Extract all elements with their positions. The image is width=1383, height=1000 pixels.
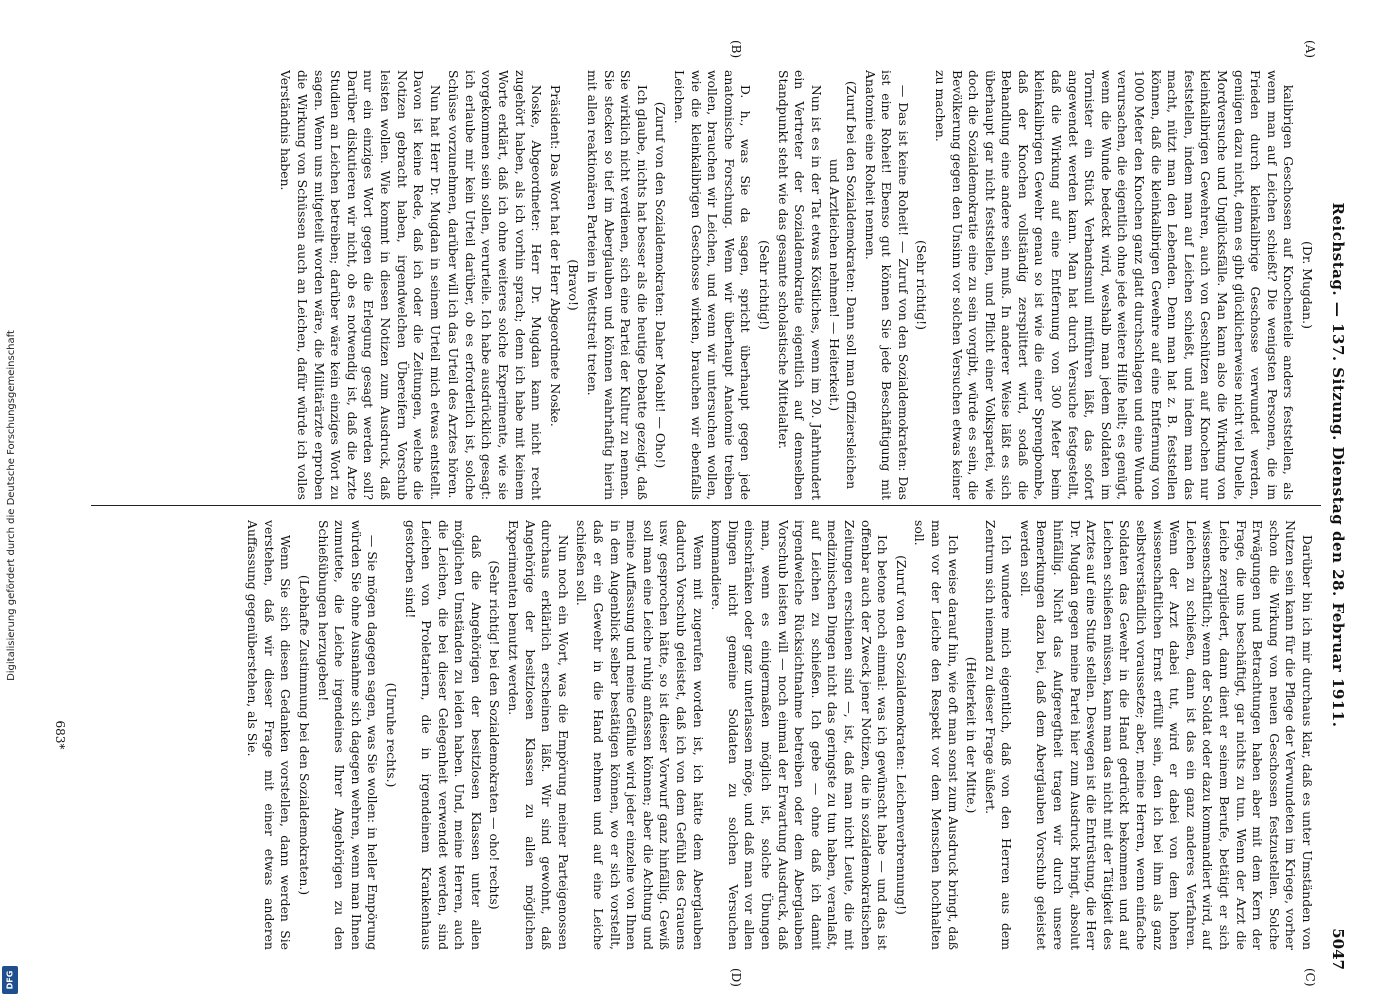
paragraph: Ich weise darauf hin, wie oft man sonst zum Ausdruck bringt, daß man vor der Leiche den Respekt vor dem Menschen hochhalten soll. [912, 520, 961, 950]
paragraph: Darüber bin ich mir durchaus klar, daß es unter Umständen von Nutzen sein kann für die Pflege der Verwundeten im Kriege, vorher schon die Wirkung von neuen Geschossen festzustellen. Solche Erwägungen und Betrachtungen haben aber mit dem Kern der Frage, die uns beschäftigt, gar nichts zu tun. Wenn der Arzt die Leiche zergliedert, dann dient er seinem Berufe, betätigt er sich wissenschaftlich; wenn der Soldat oder dazu kommandiert wird, auf Leichen zu schießen, dann ist das ein ganz anderes Verfahren. Wenn der Arzt dabei tut, wird er dabei von dem hohen wissenschaftlichen Ernst erfüllt sein, den ich bei ihm als ganz selbstverständlich voraussetze; aber, meine Herren, wenn einfache Soldaten das Gewehr in die Hand gedrückt bekommen und auf Leichen schießen müssen, kann man das nicht mit der Tätigkeit des Arztes auf eine Stufe stellen. Deswegen ist die Entrüstung, die Herr Dr. Mugdan gegen meine Partei hier zum Ausdruck bringt, absolut hinfällig. Nicht das Aufgeregtheit tragen wir durch unsere Bemerkungen dazu bei, daß dem Aberglauben Vorschub geleistet werden soll. [1017, 520, 1315, 950]
interjection: (Sehr richtig!) [757, 240, 772, 330]
page-number: 5047 [1329, 928, 1347, 970]
paragraph: Nun ist es in der Tat etwas Köstliches, wenn im 20. Jahrhundert ein Vertreter der Sozialdemokratie eigentlich auf demselben Standpunkt steht wie das gesamte scholastische Mittelalter. [775, 70, 824, 500]
paragraph: kalibrigen Geschossen auf Knochenteile anders feststellen, als wenn man auf Leichen schießt? Die wenigsten Personen, die im Frieden durch kleinkalibrige Geschosse verwundet werden, geniigen dazu nicht, denn es gibt glücklicherweise nicht viel Duelle, Mordversuche und Unglücksfälle. Man kann also die Wirkung von kleinkalibrigen Gewehren, auch von Geschützen auf Knochen nur feststellen, indem man auf Leichen schießt, und indem man das macht, nützt man den Lebenden. Denn man hat z. B. feststellen können, daß die kleinkalibrigen Gewehre auf eine Entfernung von 1000 Meter den Knochen ganz glatt durchschlagen und eine Wunde verursachen, die eigentlich ohne jede weitere Hilfe heilt; es genügt, wenn die Wunde bedeckt wird, weshalb man jedem Soldaten im Tornister ein Stück Verbandsmull mitführen läßt, das sofort angewendet werden kann. Man hat durch Versuche festgestellt, daß die Wirkung auf eine Entfernung von 300 Meter beim kleinkalibrigen Gewehr genau so ist wie die einer Sprengbombe, daß der Knochen vollständig zersplittert wird, sodaß die Behandlung eine andere sein muß. In anderer Weise läßt es sich überhaupt gar nicht feststellen, und Pflicht einer Volkspartei, wie doch die Sozialdemokratie eine zu sein vorgibt, würde es sein, die Bevölkerung gegen den Unsinn vor solchen Versuchen etwas keiner zu machen. [932, 70, 1297, 500]
interjection: (Sehr richtig! bei den Sozialdemokraten — oho! rechts) [487, 560, 503, 910]
speaker-tag: (Dr. Mugdan.) [1300, 241, 1315, 329]
interjection: (Zuruf bei den Sozialdemokraten: Dann soll man Offiziersleichen und Arztleichen nehmen! — Heiterkeit.) [827, 80, 859, 490]
digitization-credit [0, 0, 22, 1000]
paragraph: Nun hat Herr Dr. Mugdan in seinem Urteil mich etwas entstellt. Davon ist keine Rede, daß ich oder die Zeitungen, welche die Notizen gebracht haben, irgendwelchen Übereifern Vorschub leisten wollen. Wie kommt in diesen Notizen zum Ausdruck, daß nur ein einziges Wort gegen die Erlegung gesagt werden soll? Darüber diskutieren wir nicht, ob es notwendig ist, daß die Arzte Studien an Leichen betreiben; darüber wäre kein einziges Wort zu sagen. Wenn uns mitgeteilt worden wäre, die Militärärzte erproben die Wirkung von Schüssen auch an Leichen, dafür würde ich volles Verständnis haben. [278, 70, 443, 500]
paragraph-president: Präsident: Das Wort hat der Herr Abgeordnete Noske. [547, 84, 563, 427]
page-content [22, 0, 1383, 1000]
interjection: (Heiterkeit in der Mitte.) [964, 656, 980, 814]
interjection: (Zuruf von den Sozialdemokraten: Daher Moabit! — Oho!) [653, 101, 669, 469]
paragraph: Wenn Sie sich diesen Gedanken vorstellen, dann werden Sie verstehen, daß wir dieser Frage mit einer etwas anderen Auffassung gegenüberstehen, als Sie. [245, 520, 294, 950]
margin-marker-d: (D) [729, 968, 743, 987]
sheet-signature: 683* [53, 720, 67, 750]
interjection: (Sehr richtig!) [914, 240, 930, 330]
page-header [1321, 30, 1347, 970]
paragraph: Ich betone noch einmal: was ich gewünscht habe — und das ist offenbar auch der Zweck jener Notizen, die in sozialdemokratischen Zeitungen erschienen sind —, ist, daß man nicht Leute, die mit medizinischen Dingen nicht das geringste zu tun haben, veranlaßt, auf Leichen zu schießen. Ich gebe — ohne daß ich damit irgendwelche Rücksichtnahme betreiben oder dem Aberglauben Vorschub leisten will — noch einmal der Erwartung Ausdruck, daß man, wenn es einigermaßen möglich ist, solche Übungen einschränken oder ganz unterlassen möge, und daß man vor allen Dingen nicht gemeine Soldaten zu solchen Versuchen kommandiere. [709, 520, 891, 950]
scanned-page [22, 0, 1383, 1000]
margin-marker-b: (B) [729, 40, 743, 59]
paragraph: Nun noch ein Wort, was die Empörung meiner Parteigenossen durchaus erklärlich erscheinen läßt. Wir sind gewohnt, daß Angehörige der besitzlosen Klassen zu allen möglichen Experimenten benutzt werden. [506, 520, 571, 950]
margin-marker-a: (A) [1303, 40, 1317, 59]
paragraph: daß die Angehörigen der besitzlosen Klassen unter allen möglichen Umständen zu leiden haben. Und, meine Herren, auch die Leichen, die bei dieser Gelegenheit verwendet werden, sind Leichen von Proletariern, die in irgendeinem Krankenhaus gestorben sind! [402, 520, 484, 950]
paragraph: Wenn mit zugerufen worden ist, ich hätte dem Aberglauben dadurch Vorschub geleistet, daß ich von dem Gefühl des Grauens usw. gesprochen hätte, so ist dieser Vorwurf ganz hinfällig. Gewiß soll man eine Leiche ruhig anfassen können; aber die Achtung und meine Auffassung und meine Gefühle wird jeder einzelne von Ihnen in dem Augenblick selber bestätigen können, wo er sich vorstellt, daß er ein Gewehr in die Hand nehmen und auf eine Leiche schießen soll. [574, 520, 706, 950]
interjection: (Bravo!) [566, 259, 582, 311]
paragraph: — Sie mögen dagegen sagen, was Sie wollen: in heller Empörung würden Sie ohne Ausnahme sich dagegen wehren, wenn man Ihnen zumutete, die Leiche irgendeines Ihrer Angehörigen zu den Schießübungen herzugeben! [315, 520, 381, 950]
interjection: (Zuruf von den Sozialdemokraten: Leichenverbrennung!) [893, 555, 909, 915]
header-title: Reichstag. — 137. Sitzung. Dienstag den 28. Februar 1911. [1329, 202, 1347, 728]
interjection: (Lebhafte Zustimmung bei den Sozialdemokraten.) [296, 574, 312, 896]
credit-text: Digitalisierung gefördert durch die Deutsche Forschungsgemeinschaft [5, 329, 17, 681]
paragraph: — Das ist keine Roheit! — Zuruf von den Sozialdemokraten: Das ist eine Roheit! Ebenso gut können Sie jede Beschäftigung mit Anatomie eine Roheit nennen. [862, 70, 911, 500]
right-column [95, 520, 1315, 950]
left-column [95, 70, 1315, 500]
margin-marker-c: (C) [1303, 968, 1317, 987]
dfg-logo-text: DFG [5, 970, 15, 990]
paragraph-noske: Noske, Abgeordneter: Herr Dr. Mugdan kann nicht recht zugehört haben, als ich vorhin sprach; denn ich habe mit keinem Worte erklärt, daß ich ohne weiteres solche Experimente, wie sie vorgekommen sein sollen, verurteile. Ich habe ausdrücklich gesagt: ich erlaube mir kein Urteil darüber, ob es erforderlich ist, solche Schüsse vorzunehmen, darüber will ich das Urteil des Arztes hören. [446, 70, 545, 500]
dfg-logo-icon [2, 966, 18, 994]
interjection: (Unruhe rechts.) [383, 682, 399, 788]
credit-text-wrap [0, 0, 22, 1000]
paragraph: D. h., was Sie da sagen, spricht überhaupt gegen jede anatomische Forschung. Wenn wir überhaupt Anatomie treiben wollen, brauchen wir Leichen, und wenn wir untersuchen wollen, wie die kleinkalibrigen Geschosse wirken, brauchen wir ebenfalls Leichen. [672, 70, 754, 500]
paragraph: Ich glaube, nichts hat besser als die heutige Debatte gezeigt, daß Sie wirklich nicht verdienen, sich eine Partei der Kultur zu nennen. Sie stecken so tief im Aberglauben und können wahrhaftig hierin mit allen reaktionären Parteien in Wettstreit treten. [585, 70, 650, 500]
column-divider [91, 505, 1321, 506]
paragraph: Ich wundere mich eigentlich, daß von den Herren aus dem Zentrum sich niemand zu dieser Frage äußert. [982, 520, 1015, 950]
